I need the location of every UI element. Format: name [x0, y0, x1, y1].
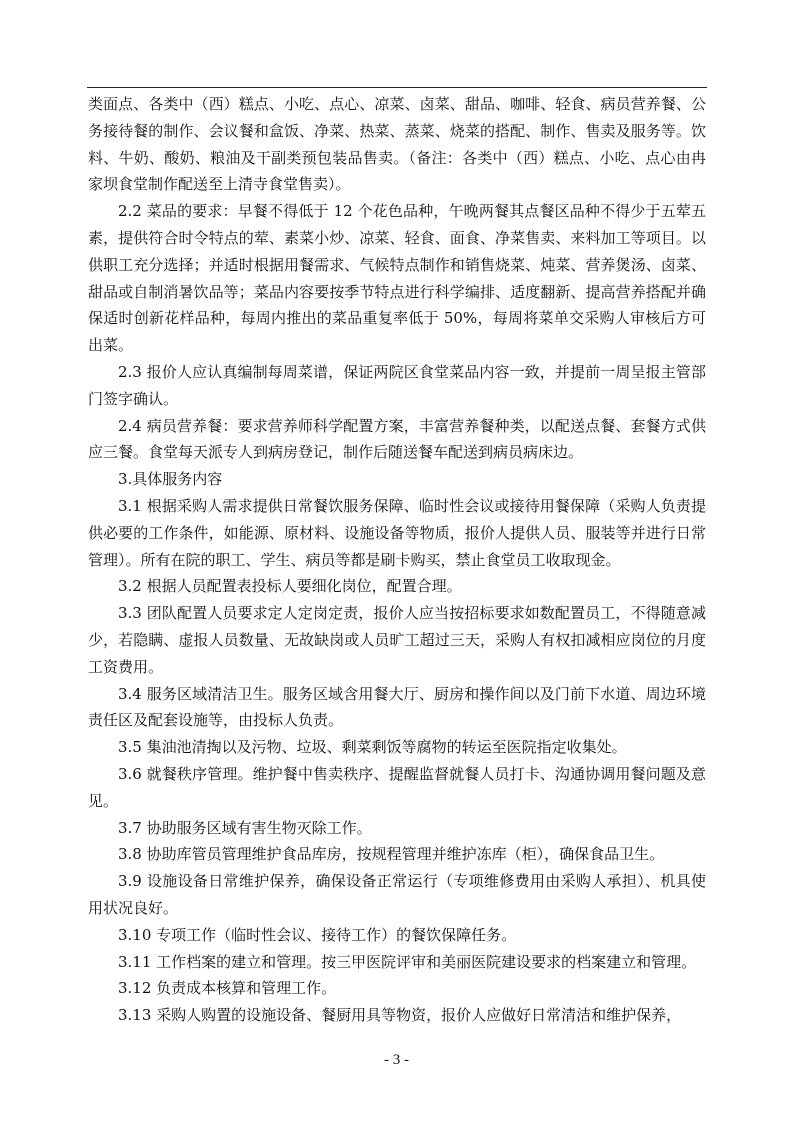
header-rule [87, 87, 707, 88]
paragraph: 2.2 菜品的要求：早餐不得低于 12 个花色品种，午晚两餐其点餐区品种不得少于五荤五素，提供符合时令特点的荤、素菜小炒、凉菜、轻食、面食、净菜售卖、来料加工等项目。以供职工充分选择；并适时根据用餐需求、气候特点制作和销售烧菜、炖菜、营养煲汤、卤菜、甜品或自制消暑饮品等；菜品内容要按季节特点进行科学编排、适度翻新、提高营养搭配并确保适时创新花样品种，每周内推出的菜品重复率低于 50%，每周将菜单交采购人审核后方可出菜。 [88, 202, 706, 355]
paragraph: 3.12 负责成本核算和管理工作。 [118, 979, 337, 998]
paragraph: 2.4 病员营养餐：要求营养师科学配置方案，丰富营养餐种类，以配送点餐、套餐方式供应三餐。食堂每天派专人到病房登记，制作后随送餐车配送到病员病床边。 [88, 416, 706, 462]
paragraph: 3.1 根据采购人需求提供日常餐饮服务保障、临时性会议或接待用餐保障（采购人负责提供必要的工作条件，如能源、原材料、设施设备等物质，报价人提供人员、服装等并进行日常管理）。所有在院的职工、学生、病员等都是刷卡购买，禁止食堂员工收取现金。 [88, 496, 706, 569]
paragraph: 3.10 专项工作（临时性会议、接待工作）的餐饮保障任务。 [118, 925, 517, 944]
paragraph: 3.5 集油池清掏以及污物、垃圾、剩菜剩饭等腐物的转运至医院指定收集处。 [118, 738, 627, 757]
paragraph: 3.6 就餐秩序管理。维护餐中售卖秩序、提醒监督就餐人员打卡、沟通协调用餐问题及意见。 [88, 764, 706, 810]
paragraph: 3.4 服务区域清洁卫生。服务区域含用餐大厅、厨房和操作间以及门前下水道、周边环境责任区及配套设施等，由投标人负责。 [88, 684, 706, 730]
paragraph: 3.2 根据人员配置表投标人要细化岗位，配置合理。 [118, 577, 462, 596]
paragraph: 类面点、各类中（西）糕点、小吃、点心、凉菜、卤菜、甜品、咖啡、轻食、病员营养餐、公务接待餐的制作、会议餐和盒饭、净菜、热菜、蒸菜、烧菜的搭配、制作、售卖及服务等。饮料、牛奶、酸奶、粮油及干副类预包装品售卖。（备注：各类中（西）糕点、小吃、点心由冉家坝食堂制作配送至上清寺食堂售卖）。 [88, 95, 706, 194]
paragraph: 2.3 报价人应认真编制每周菜谱，保证两院区食堂菜品内容一致，并提前一周呈报主管部门签字确认。 [88, 362, 706, 408]
paragraph: 3.8 协助库管员管理维护食品库房，按规程管理并维护冻库（柜），确保食品卫生。 [118, 845, 665, 864]
page-number: - 3 - [384, 1052, 409, 1068]
paragraph: 3.13 采购人购置的设施设备、餐厨用具等物资，报价人应做好日常清洁和维护保养， [118, 1006, 682, 1025]
paragraph: 3.7 协助服务区域有害生物灭除工作。 [118, 818, 372, 837]
paragraph: 3.3 团队配置人员要求定人定岗定责，报价人应当按招标要求如数配置员工，不得随意减少，若隐瞒、虚报人员数量、无故缺岗或人员旷工超过三天，采购人有权扣减相应岗位的月度工资费用。 [88, 604, 706, 676]
paragraph: 3.9 设施设备日常维护保养，确保设备正常运行（专项维修费用由采购人承担）、机具使用状况良好。 [88, 872, 706, 917]
document-body [88, 91, 706, 1029]
paragraph: 3.11 工作档案的建立和管理。按三甲医院评审和美丽医院建设要求的档案建立和管理。 [118, 952, 697, 971]
section-heading: 3.具体服务内容 [118, 470, 223, 489]
